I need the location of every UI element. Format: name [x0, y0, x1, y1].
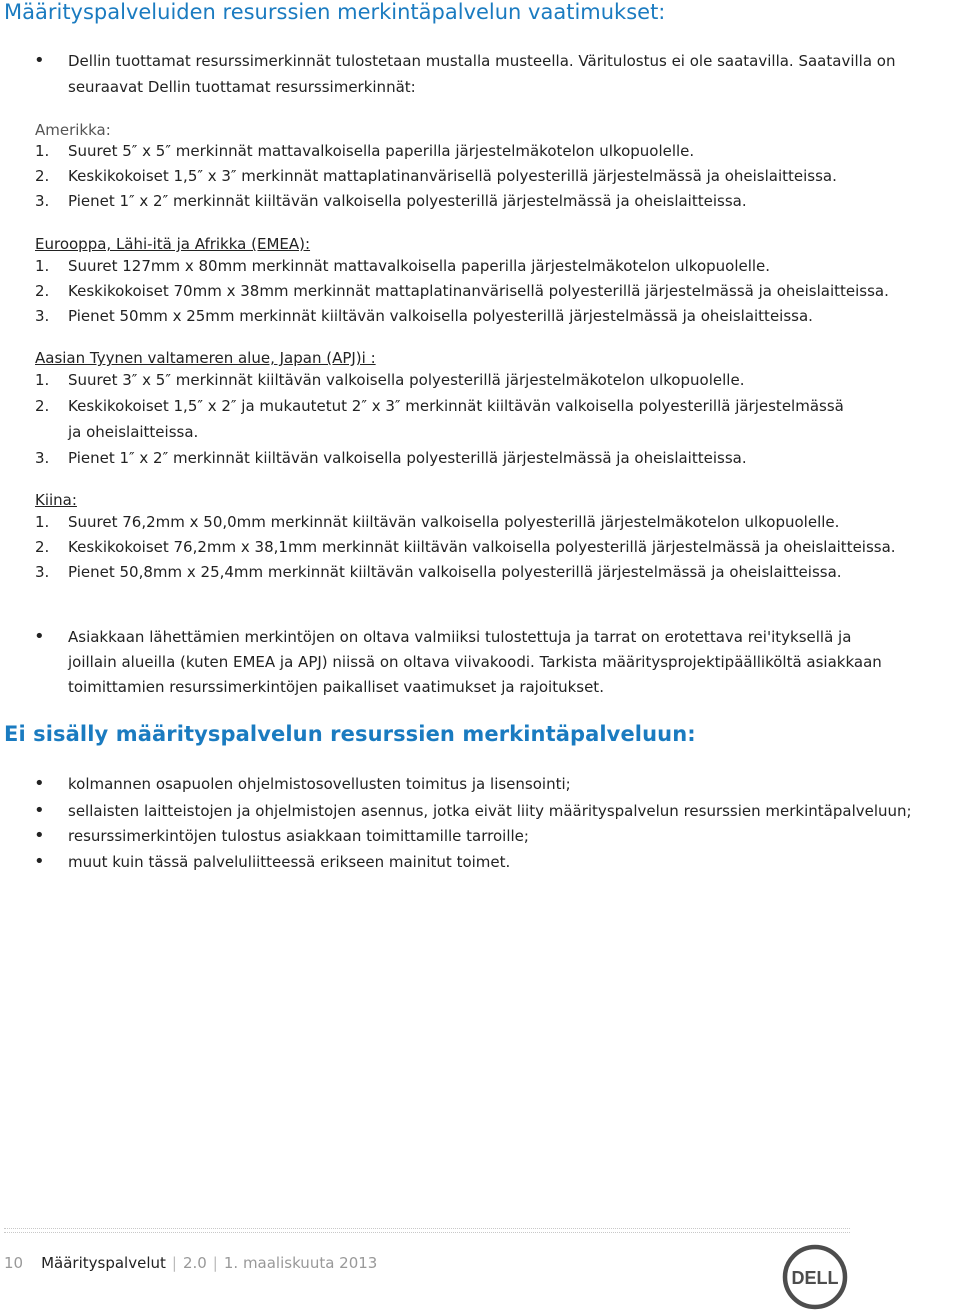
list-item: Suuret 76,2mm x 50,0mm merkinnät kiiltävän valkoisella polyesterillä järjestelmäkotelon ulkopuolelle.: [68, 513, 840, 531]
list-item: Suuret 127mm x 80mm merkinnät mattavalkoisella paperilla järjestelmäkotelon ulkopuolelle.: [68, 257, 771, 275]
list-item: Suuret 3″ x 5″ merkinnät kiiltävän valkoisella polyesterillä järjestelmäkotelon ulkopuolelle.: [68, 371, 745, 389]
footer-title: Määrityspalvelut: [41, 1254, 166, 1272]
footer-version: 2.0: [182, 1254, 207, 1272]
list-number: 2.: [35, 397, 50, 415]
list-item: Pienet 1″ x 2″ merkinnät kiiltävän valkoisella polyesterillä järjestelmässä ja oheislaitteissa.: [68, 192, 747, 210]
list-item: Pienet 50,8mm x 25,4mm merkinnät kiiltävän valkoisella polyesterillä järjestelmässä ja oheislaitteissa.: [68, 563, 842, 581]
list-number: 2.: [35, 538, 50, 556]
exclusion-item: sellaisten laitteistojen ja ohjelmistojen asennus, jotka eivät liity määrityspalvelun resurssien merkintäpalveluun;: [68, 802, 912, 820]
list-number: 3.: [35, 563, 50, 581]
footer-date: 1. maaliskuuta 2013: [223, 1254, 378, 1272]
footer-separator: |: [171, 1254, 177, 1272]
bullet-dot-icon: •: [34, 50, 45, 71]
list-number: 1.: [35, 513, 50, 531]
bullet-text: toimittamien resurssimerkintöjen paikalliset vaatimukset ja rajoitukset.: [68, 678, 604, 696]
bullet-dot-icon: •: [34, 825, 45, 846]
list-item: Pienet 50mm x 25mm merkinnät kiiltävän valkoisella polyesterillä järjestelmässä ja oheislaitteissa.: [68, 307, 813, 325]
region-label-china: Kiina:: [35, 491, 77, 509]
bullet-dot-icon: •: [34, 800, 45, 821]
region-label-emea: Eurooppa, Lähi-itä ja Afrikka (EMEA):: [35, 235, 311, 253]
region-label-apj: Aasian Tyynen valtameren alue, Japan (APJ)i :: [35, 349, 376, 367]
list-item: Keskikokoiset 70mm x 38mm merkinnät mattaplatinanvärisellä polyesterillä järjestelmässä ja oheislaitteissa.: [68, 282, 889, 300]
logo-wordmark: DELL: [791, 1268, 839, 1288]
bullet-dot-icon: •: [34, 851, 45, 872]
list-item-continuation: ja oheislaitteissa.: [68, 423, 199, 441]
page-footer: [4, 1253, 377, 1273]
bullet-text: seuraavat Dellin tuottamat resurssimerkinnät:: [68, 78, 416, 96]
list-number: 3.: [35, 307, 50, 325]
list-number: 1.: [35, 142, 50, 160]
list-number: 3.: [35, 449, 50, 467]
footer-divider: [4, 1228, 850, 1233]
list-number: 1.: [35, 257, 50, 275]
list-number: 1.: [35, 371, 50, 389]
bullet-text: Dellin tuottamat resurssimerkinnät tulostetaan mustalla musteella. Väritulostus ei ole saatavilla. Saatavilla on: [68, 52, 896, 70]
page-heading-requirements: Määrityspalveluiden resurssien merkintäpalvelun vaatimukset:: [4, 0, 666, 24]
page-number: 10: [4, 1254, 24, 1272]
page-heading-exclusions: Ei sisälly määrityspalvelun resurssien merkintäpalveluun:: [4, 722, 696, 746]
exclusion-item: kolmannen osapuolen ohjelmistosovellusten toimitus ja lisensointi;: [68, 775, 571, 793]
bullet-dot-icon: •: [34, 626, 45, 647]
list-item: Pienet 1″ x 2″ merkinnät kiiltävän valkoisella polyesterillä järjestelmässä ja oheislaitteissa.: [68, 449, 747, 467]
list-number: 3.: [35, 192, 50, 210]
list-item: Keskikokoiset 76,2mm x 38,1mm merkinnät kiiltävän valkoisella polyesterillä järjestelmässä ja oheislaitteissa.: [68, 538, 896, 556]
list-item: Keskikokoiset 1,5″ x 2″ ja mukautetut 2″ x 3″ merkinnät kiiltävän valkoisella polyesterillä järjestelmässä: [68, 397, 844, 415]
bullet-text: joillain alueilla (kuten EMEA ja APJ) niissä on oltava viivakoodi. Tarkista määritysprojektipäälliköltä asiakkaan: [68, 653, 882, 671]
region-label-americas: Amerikka:: [35, 121, 111, 139]
exclusion-item: resurssimerkintöjen tulostus asiakkaan toimittamille tarroille;: [68, 827, 529, 845]
list-item: Keskikokoiset 1,5″ x 3″ merkinnät mattaplatinanvärisellä polyesterillä järjestelmässä ja oheislaitteissa.: [68, 167, 837, 185]
exclusion-item: muut kuin tässä palveluliitteessä erikseen mainitut toimet.: [68, 853, 511, 871]
dell-logo-icon: [782, 1244, 848, 1310]
list-item: Suuret 5″ x 5″ merkinnät mattavalkoisella paperilla järjestelmäkotelon ulkopuolelle.: [68, 142, 695, 160]
list-number: 2.: [35, 167, 50, 185]
bullet-text: Asiakkaan lähettämien merkintöjen on oltava valmiiksi tulostettuja ja tarrat on erotettava rei'ityksellä ja: [68, 628, 852, 646]
footer-separator: |: [212, 1254, 218, 1272]
list-number: 2.: [35, 282, 50, 300]
bullet-dot-icon: •: [34, 773, 45, 794]
